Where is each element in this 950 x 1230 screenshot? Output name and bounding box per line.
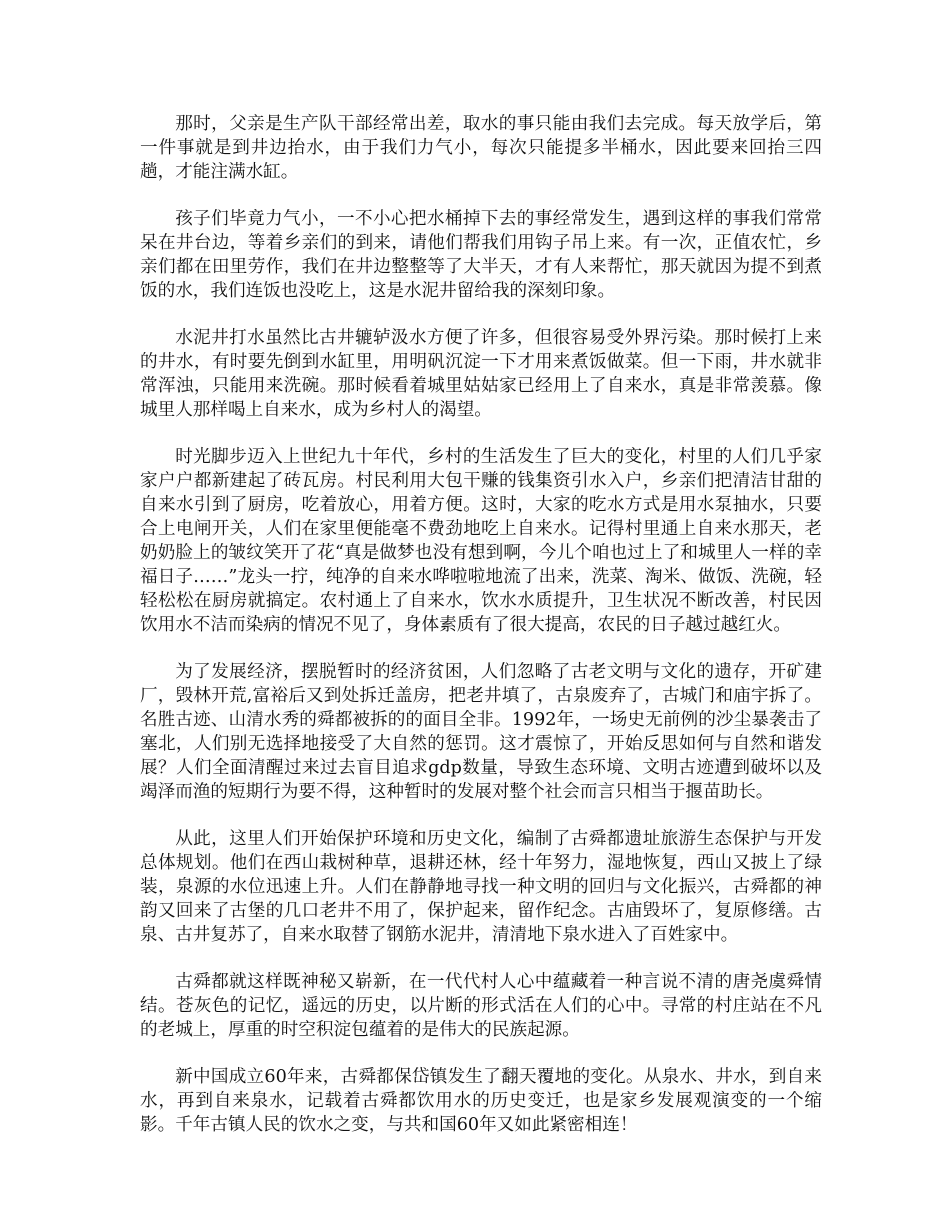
paragraph-6: 从此，这里人们开始保护环境和历史文化，编制了古舜都遗址旅游生态保护与开发总体规划。他们在西山栽树种草，退耕还林，经十年努力，湿地恢复，西山又披上了绿装，泉源的水位迅速上升。人们在静静地寻找一种文明的回归与文化振兴，古舜都的神韵又回来了古堡的几口老井不用了，保护起来，留作纪念。古庙毁坏了，复原修缮。古泉、古井复苏了，自来水取替了钢筋水泥井，清清地下泉水进入了百姓家中。 [140, 829, 822, 945]
paragraph-3: 水泥井打水虽然比古井辘轳汲水方便了许多，但很容易受外界污染。那时候打上来的井水，有时要先倒到水缸里，用明矾沉淀一下才用来煮饭做菜。但一下雨，井水就非常浑浊，只能用来洗碗。那时候看着城里姑姑家已经用上了自来水，真是非常羡慕。像城里人那样喝上自来水，成为乡村人的渴望。 [140, 328, 822, 420]
document-page [140, 112, 822, 1160]
paragraph-5: 为了发展经济，摆脱暂时的经济贫困，人们忽略了古老文明与文化的遗存，开矿建厂，毁林开荒,富裕后又到处拆迁盖房，把老井填了，古泉废弃了，古城门和庙宇拆了。名胜古迹、山清水秀的舜都被拆的的面目全非。1992年，一场史无前例的沙尘暴袭击了塞北，人们别无选择地接受了大自然的惩罚。这才震惊了，开始反思如何与自然和谐发展？人们全面清醒过来过去盲目追求gdp数量，导致生态环境、文明古迹遭到破坏以及竭泽而渔的短期行为要不得，这种暂时的发展对整个社会而言只相当于揠苗助长。 [140, 662, 822, 802]
paragraph-8: 新中国成立60年来，古舜都保岱镇发生了翻天覆地的变化。从泉水、井水，到自来水，再到自来泉水，记载着古舜都饮用水的历史变迁，也是家乡发展观演变的一个缩影。千年古镇人民的饮水之变，与共和国60年又如此紧密相连！ [140, 1067, 822, 1135]
paragraph-2: 孩子们毕竟力气小，一不小心把水桶掉下去的事经常发生，遇到这样的事我们常常呆在井台边，等着乡亲们的到来，请他们帮我们用钩子吊上来。有一次，正值农忙，乡亲们都在田里劳作，我们在井边整整等了大半天，才有人来帮忙，那天就因为提不到煮饭的水，我们连饭也没吃上，这是水泥井留给我的深刻印象。 [140, 209, 822, 301]
paragraph-4: 时光脚步迈入上世纪九十年代，乡村的生活发生了巨大的变化，村里的人们几乎家家户户都新建起了砖瓦房。村民利用大包干赚的钱集资引水入户，乡亲们把清洁甘甜的自来水引到了厨房，吃着放心，用着方便。这时，大家的吃水方式是用水泵抽水，只要合上电闸开关，人们在家里便能毫不费劲地吃上自来水。记得村里通上自来水那天，老奶奶脸上的皱纹笑开了花“真是做梦也没有想到啊，今儿个咱也过上了和城里人一样的幸福日子……”龙头一拧，纯净的自来水哗啦啦地流了出来，洗菜、淘米、做饭、洗碗，轻轻松松在厨房就搞定。农村通上了自来水，饮水水质提升，卫生状况不断改善，村民因饮用水不洁而染病的情况不见了，身体素质有了很大提高，农民的日子越过越红火。 [140, 447, 822, 635]
paragraph-1: 那时，父亲是生产队干部经常出差，取水的事只能由我们去完成。每天放学后，第一件事就是到井边抬水，由于我们力气小，每次只能提多半桶水，因此要来回抬三四趟，才能注满水缸。 [140, 114, 822, 182]
paragraph-7: 古舜都就这样既神秘又崭新，在一代代村人心中蕴藏着一种言说不清的唐尧虞舜情结。苍灰色的记忆，遥远的历史，以片断的形式活在人们的心中。寻常的村庄站在不凡的老城上，厚重的时空积淀包蕴着的是伟大的民族起源。 [140, 972, 822, 1040]
